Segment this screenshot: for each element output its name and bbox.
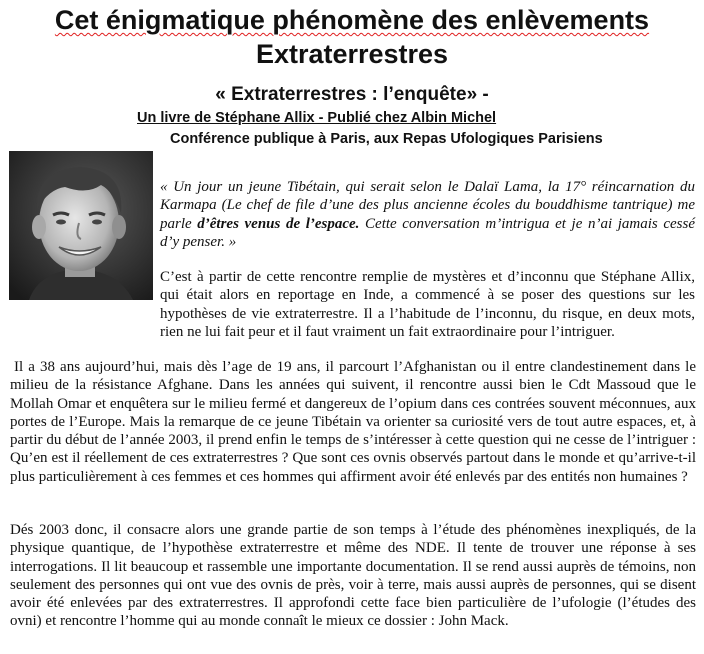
quote-emphasis: d’êtres venus de l’espace. <box>197 215 360 232</box>
author-portrait-photo <box>9 151 153 300</box>
conference-line: Conférence publique à Paris, aux Repas Ufologiques Parisiens <box>170 131 603 147</box>
page-title-text-1: Cet énigmatique phénomène des enlèvements <box>54 5 650 35</box>
quote-part-1: « Un jour un jeune Tibétain, qui serait selon le Dalaï Lama, la 17° réincarnation du Karmapa (Le chef de file d’une des plus ancienne écoles du bouddhisme tantrique) me parle <box>160 179 695 232</box>
page-title-line-1 <box>0 3 704 37</box>
research-paragraph: Dés 2003 donc, il consacre alors une grande partie de son temps à l’étude des phénomènes inexpliqués, de la physique quantique, de l’hypothèse extraterrestre et même des NDE. Il tente de trouver une réponse à ses interrogations. Il lit beaucoup et rassemble une importante documentation. Il se rend aussi auprès de témoins, non seulement des personnes qui ont vue des ovnis de près, voir à terre, mais aussi auprès de personnes, qui se disent avoir été enlevées par des extraterrestres. Il approfondi cette face bien particulière de l’ufologie (l’études des ovni) et rencontre l’homme qui au monde connaît le mieux ce dossier : John Mack. <box>10 522 696 630</box>
biography-paragraph: Il a 38 ans aujourd’hui, mais dès l’age de 19 ans, il parcourt l’Afghanistan ou il entre clandestinement dans le milieu de la résistance Afghane. Dans les années qui suivent, il rencontre aussi bien le Cdt Massoud que le Mollah Omar et enquêtera sur le milieu fermé et dangereux de l’opium dans ces contrées souvent méconnues, aux portes de l’Europe. Mais la remarque de ce jeune Tibétain va orienter sa curiosité vers de tout autre espaces, et, à partir du début de l’année 2003, il prend enfin le temps de s’intéresser à cette question qui ne cesse de l’intriguer : Qu’en est il réellement de ces extraterrestres ? Que sont ces ovnis observés partout dans le monde et qu’arrive-t-il plus particulièrement à ces femmes et ces hommes qui affirment avoir été enlevés par des entités non humaines ? <box>10 359 696 485</box>
intro-paragraph: C’est à partir de cette rencontre remplie de mystères et d’inconnu que Stéphane Allix, qui était alors en reportage en Inde, a commencé à se poser des questions sur les hypothèses de vie extraterrestre. Il a l’habitude de l’inconnu, du risque, en deux mots, rien ne lui fait peur et il faut vraiment un fait extraordinaire pour l’intriguer. <box>160 269 695 340</box>
book-title: « Extraterrestres : l’enquête» - <box>215 84 489 105</box>
book-author-line <box>137 109 496 127</box>
author-portrait-icon <box>9 151 153 300</box>
book-author-text: Un livre de Stéphane Allix - Publié chez Albin Michel <box>137 110 497 126</box>
page-title-text-2: Extraterrestres <box>255 39 449 69</box>
author-quote <box>160 178 695 251</box>
quote-part-2: Cette conversation m’intrigua et je n’ai jamais cessé d’y penser. » <box>160 215 695 250</box>
page-title-line-2 <box>0 37 704 71</box>
